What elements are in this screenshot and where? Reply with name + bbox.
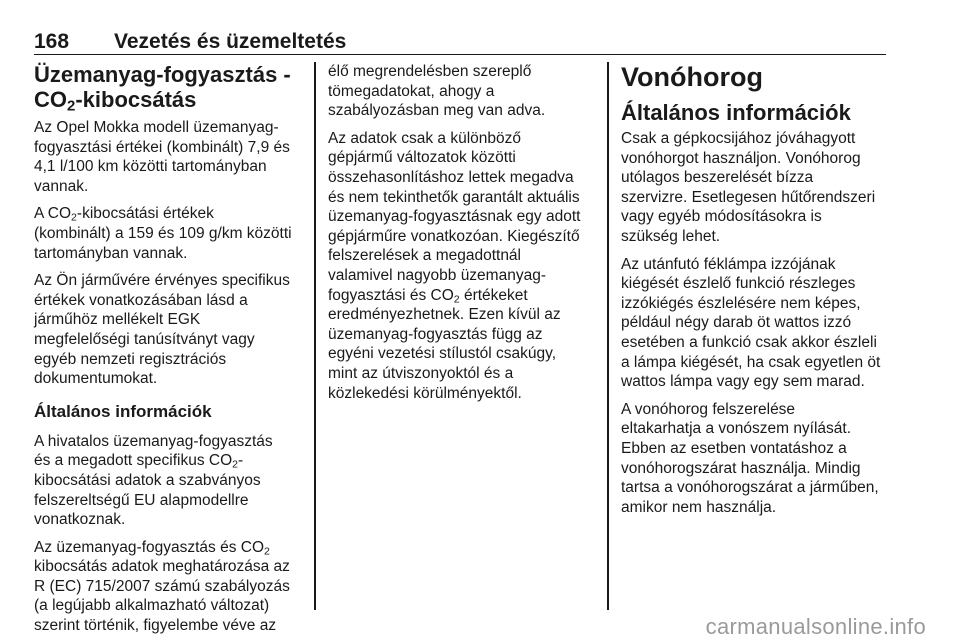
paragraph: Az utánfutó féklámpa izzójának kiégését észlelő funkció részleges izzókiégés észlelésére nem képes, például négy darab öt wattos izzó esetében a funkció csak akkor észleli a lámpa kiégését, ha csak egyetlen öt wattos lámpa vagy egy sem marad. (621, 255, 881, 391)
paragraph: Az üzemanyag-fogyasztás és $CO_2$ kibocsátás adatok meghatározása az R (EC) 715/2007 számú szabályozás (a legújabb alkalmazható változat) szerint történik, figyelembe véve az (34, 538, 290, 635)
section-title-tow-hitch: Vonóhorog (621, 62, 763, 92)
subheading-general-info: Általános információk (621, 100, 851, 125)
paragraph: A vonóhorog felszerelése eltakarhatja a vonószem nyílását. Ebben az esetben vontatáshoz a vonóhorogszárat használja. Mindig tartsa a vonóhorogszárat a járműben, amikor nem használja. (621, 400, 879, 516)
column-middle (328, 62, 598, 411)
column-divider-left (314, 62, 316, 610)
paragraph: Az Opel Mokka modell üzemanyag- fogyasztási értékei (kombinált) 7,9 és 4,1 l/100 km közötti tartományban vannak. (34, 119, 290, 195)
page-number: 168 (34, 30, 70, 53)
paragraph: A $CO_2$-kibocsátási értékek (kombinált) a 159 és 109 g/km közötti tartományban vannak. (34, 205, 292, 262)
paragraph: A hivatalos üzemanyag-fogyasztás és a megadott specifikus $CO_2-$ kibocsátási adatok a szabványos felszereltségű EU alapmodellre vonatkoznak. (34, 432, 273, 529)
watermark: carmanualsonline.info (705, 614, 926, 639)
section-title-fuel-consumption: Üzemanyag-fogyasztás - $CO_2$-kibocsátás (34, 62, 291, 115)
paragraph: Az Ön járművére érvényes specifikus értékek vonatkozásában lásd a járműhöz mellékelt EGK megfelelőségi tanúsítványt vagy egyéb nemzeti regisztrációs dokumentumokat. (34, 272, 290, 388)
subheading-general-info: Általános információk (34, 401, 212, 421)
chapter-title: Vezetés és üzemeltetés (114, 30, 347, 53)
paragraph: élő megrendelésben szereplő tömegadatokat, ahogy a szabályozásban meg van adva. (328, 63, 546, 120)
paragraph: Csak a gépkocsijához jóváhagyott vonóhorgot használjon. Vonóhorog utólagos beszerelését bízza szervizre. Esetlegesen hűtőrendszeri vagy egyéb módosításokra is szükség lehet. (621, 130, 876, 245)
page-header (34, 30, 886, 55)
column-left (34, 62, 304, 644)
column-divider-right (607, 62, 609, 610)
paragraph: Az adatok csak a különböző gépjármű változatok közötti összehasonlításhoz lettek megadva és nem tekinthetők garantált aktuális üzemanyag-fogyasztásnak egy adott gépjárműre vonatkozóan. Kiegészítő felszerelések a megadottnál valamivel nagyobb üzemanyag- fogyasztási és $CO_2$ értékeket eredményezhetnek. Ezen kívül az üzemanyag-fogyasztás függ az egyéni vezetési stílustól csakúgy, mint az útviszonyoktól és a közlekedési körülményektől. (328, 129, 581, 402)
column-right (621, 62, 889, 525)
